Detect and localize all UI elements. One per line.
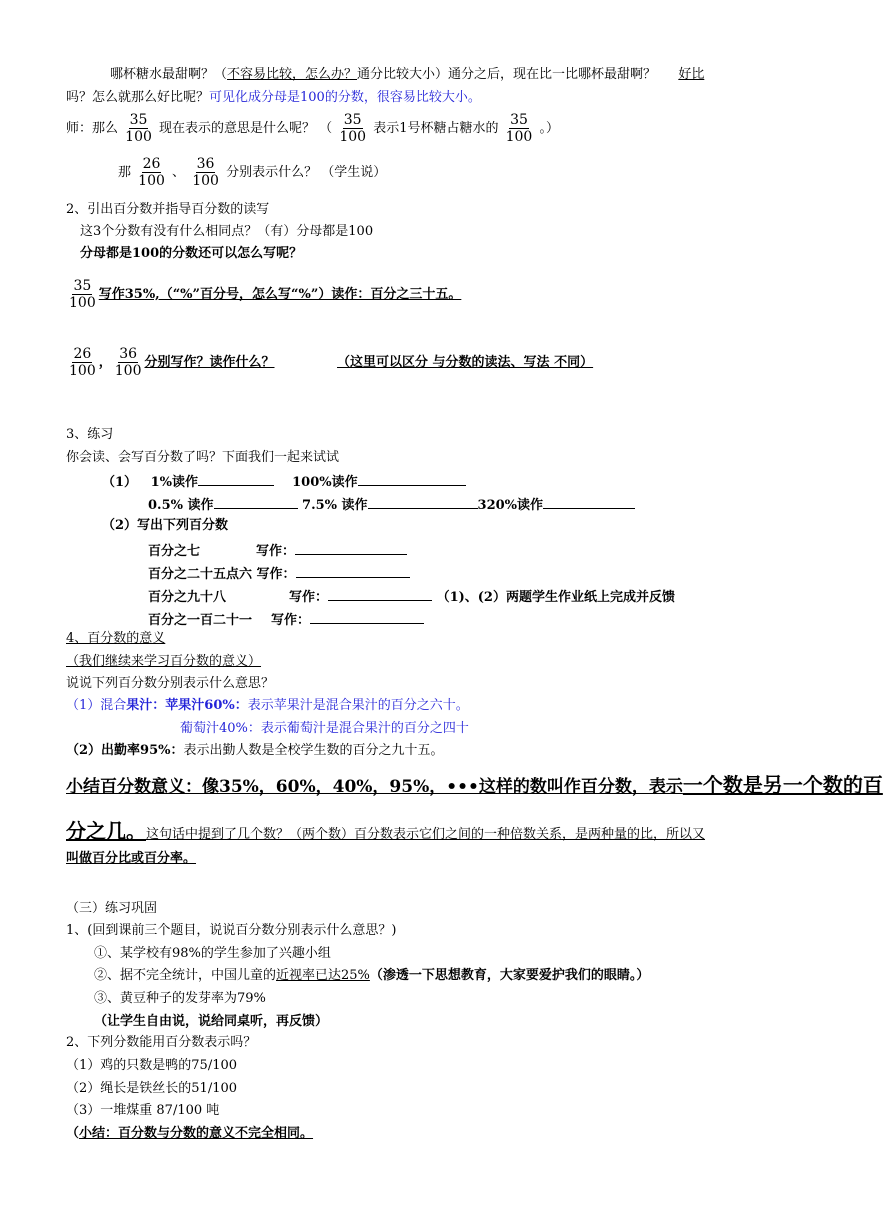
section-3-intro: 你会读、会写百分数了吗？下面我们一起来试试 (66, 450, 340, 465)
section-4-title: 4、百分数的意义 (66, 631, 166, 646)
meaning-item-2: 葡萄汁40%：表示葡萄汁是混合果汁的百分之四十 (180, 721, 469, 736)
section-4-sub: （我们继续来学习百分数的意义） (66, 654, 262, 669)
practice-2-item: 百分之二十五点六 写作： (148, 563, 410, 584)
fraction: $\frac{35}{100}$ (339, 112, 367, 145)
section-2-question: 这3个分数有没有什么相同点？（有）分母都是100 (80, 224, 374, 239)
summary-line-3: 叫做百分比或百分率。 (66, 851, 197, 866)
text-line-2: 吗？怎么就那么好比呢？可见化成分母是100的分数，很容易比较大小。 (66, 90, 481, 105)
practice-2-title: （2）写出下列百分数 (102, 518, 229, 533)
fraction-question-3: （3）一堆煤重 87/100 吨 (66, 1103, 220, 1118)
fraction: $\frac{26}{100}$ (138, 156, 165, 189)
text-line-1: 哪杯糖水最甜啊？（不容易比较，怎么办？通分比较大小）通分之后，现在比一比哪杯最甜啊？ 好比 (110, 67, 705, 82)
practice-2-item: 百分之七 写作： (148, 540, 407, 561)
fraction-question-1: （1）鸡的只数是鸭的75/100 (66, 1058, 238, 1073)
meaning-item-1: （1）混合果汁：苹果汁60%：表示苹果汁是混合果汁的百分之六十。 (66, 698, 469, 713)
conclusion: （小结：百分数与分数的意义不完全相同。 (66, 1126, 314, 1141)
review-item-3: ③、黄豆种子的发芽率为79% (94, 991, 266, 1006)
fraction-line-1: 师：那么 $\frac{35}{100}$ 现在表示的意思是什么呢？ （ $\frac{35}{100}$ 表示1号杯糖占糖水的 $\frac{35}{100}$ 。） (66, 112, 559, 145)
review-item-2: ②、据不完全统计，中国儿童的近视率已达25%（渗透一下思想教育，大家要爱护我们的眼睛。） (94, 968, 650, 983)
section-3-title: 3、练习 (66, 427, 114, 442)
percent-question-line: $\frac{26}{100}$ ， $\frac{36}{100}$ 分别写作？读作什么？ （这里可以区分 与分数的读法、写法 不同） (69, 346, 594, 379)
practice-1-row-1: （1） 1%读作 100%读作 (102, 471, 466, 492)
summary-line-2: 分之几。这句话中提到了几个数？（两个数）百分数表示它们之间的一种倍数关系，是两种量的比，所以又 (66, 819, 706, 843)
meaning-item-3: （2）出勤率95%：表示出勤人数是全校学生数的百分之九十五。 (66, 743, 444, 758)
review-note: （让学生自由说，说给同桌听，再反馈） (94, 1014, 329, 1029)
fraction-line-2: 那 $\frac{26}{100}$ 、 $\frac{36}{100}$ 分别表示什么？ （学生说） (118, 156, 387, 189)
practice-2-item: 百分之一百二十一 写作： (148, 609, 424, 630)
section-4-question: 说说下列百分数分别表示什么意思？ (66, 676, 275, 691)
summary-line-1: 小结百分数意义：像35%，60%，40%，95%，•••这样的数叫作百分数，表示一个数是另一个数的百 (66, 773, 883, 797)
fraction: $\frac{35}{100}$ (505, 112, 533, 145)
practice-2-item: 百分之九十八 写作： （1)、(2）两题学生作业纸上完成并反馈 (148, 586, 675, 607)
fraction: $\frac{36}{100}$ (192, 156, 219, 189)
practice-1-row-2: 0.5% 读作 7.5% 读作 320%读作 (148, 494, 635, 515)
review-item-1: ①、某学校有98%的学生参加了兴趣小组 (94, 946, 331, 961)
section-2-title: 2、引出百分数并指导百分数的读写 (66, 202, 270, 217)
section-5-q2: 2、下列分数能用百分数表示吗？ (66, 1035, 257, 1050)
fraction-question-2: （2）绳长是铁丝长的51/100 (66, 1081, 238, 1096)
section-2-question-2: 分母都是100的分数还可以怎么写呢？ (80, 246, 303, 261)
section-5-title: （三）练习巩固 (66, 901, 158, 916)
section-5-q1: 1、(回到课前三个题目，说说百分数分别表示什么意思？) (66, 923, 397, 938)
fraction: $\frac{35}{100}$ (125, 112, 152, 145)
percent-write-line: $\frac{35}{100}$ 写作35%,（“%”百分号，怎么写“%”）读作：百分之三十五。 (69, 278, 462, 311)
